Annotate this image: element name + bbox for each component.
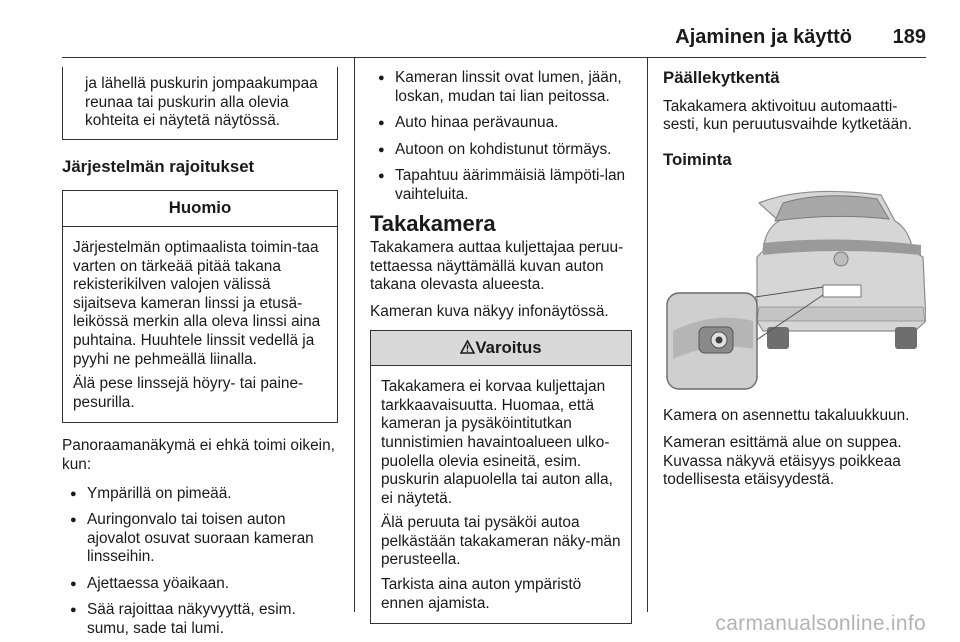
note-paragraph: Älä pese linssejä höyry- tai paine-pesurilla.	[73, 375, 304, 411]
column-1	[62, 57, 338, 642]
section-heading: Järjestelmän rajoitukset	[62, 156, 255, 176]
paragraph: Takakamera auttaa kuljettajaa peruu-tettaessa näyttämällä kuvan auton takana olevasta alueesta.	[370, 239, 624, 294]
note-box	[62, 190, 338, 423]
section-heading: Takakamera	[370, 210, 496, 236]
list-item: ● Kameran linssit ovat lumen, jään, loskan, mudan tai lian peitossa.	[370, 69, 632, 106]
page-title: Ajaminen ja käyttö	[675, 26, 852, 48]
page-header	[62, 26, 926, 56]
section-heading: Toiminta	[663, 149, 732, 169]
bullet-list	[62, 485, 338, 639]
paragraph: Kamera on asennettu takaluukkuun.	[663, 407, 910, 425]
bullet-list	[370, 69, 632, 205]
page-number: 189	[892, 26, 926, 48]
list-item: ● Autoon on kohdistunut törmäys.	[370, 141, 632, 160]
column-divider	[647, 57, 648, 612]
warning-triangle-icon	[460, 340, 475, 354]
warning-header	[371, 331, 631, 367]
paragraph: Kameran kuva näkyy infonäytössä.	[370, 302, 609, 320]
column-2	[370, 57, 632, 624]
warning-body	[371, 366, 631, 623]
warning-title: Varoitus	[475, 337, 542, 357]
note-body	[63, 227, 337, 422]
list-item: ● Auto hinaa perävaunua.	[370, 114, 632, 133]
column-3	[663, 57, 926, 498]
list-item: ● Sää rajoittaa näkyvyyttä, esim. sumu, sade tai lumi.	[62, 601, 338, 638]
paragraph: Takakamera aktivoituu automaatti-sesti, kun peruutusvaihde kytketään.	[663, 97, 912, 134]
continued-text: ja lähellä puskurin jompaakumpaa reunaa tai puskurin alla olevia kohteita ei näytetä näytössä.	[85, 75, 318, 130]
warning-paragraph: Älä peruuta tai pysäköi autoa pelkästään takakameran näky-män perusteella.	[381, 514, 621, 569]
paragraph: Kameran esittämä alue on suppea. Kuvassa näkyvä etäisyys poikkeaa todellisesta etäisyydestä.	[663, 433, 902, 489]
continued-note-box	[62, 67, 338, 140]
list-item: ● Auringonvalo tai toisen auton ajovalot osuvat suoraan kameran linsseihin.	[62, 511, 338, 567]
rear-camera-illustration	[663, 181, 926, 393]
list-item: ● Ympärillä on pimeää.	[62, 485, 338, 504]
note-title: Huomio	[63, 191, 337, 227]
note-paragraph: Järjestelmän optimaalista toimin-taa varten on tärkeää pitää takana rekisterikilven valojen välissä sijaitseva kameran linssi ja etusä-leikössä merkin alla oleva linssi aina puhtaina. Huuhtele linssit vedellä ja pyyhi ne pehmeällä liinalla.	[73, 238, 321, 368]
list-item: ● Tapahtuu äärimmäisiä lämpöti-lan vaihteluita.	[370, 167, 632, 204]
list-item: ● Ajettaessa yöaikaan.	[62, 575, 338, 594]
section-heading: Päällekytkentä	[663, 68, 780, 87]
intro-text: Panoraamanäkymä ei ehkä toimi oikein, kun:	[62, 437, 335, 473]
warning-paragraph: Tarkista aina auton ympäristö ennen ajamista.	[381, 576, 582, 612]
warning-paragraph: Takakamera ei korvaa kuljettajan tarkkaavaisuutta. Huomaa, että kameran ja pysäköintitutkan tunnistimien havaintoalueen ulko-puolella olevia esineitä, esim. puskurin alapuolella tai auton alla, ei näytetä.	[381, 378, 613, 507]
warning-box	[370, 330, 632, 625]
column-divider	[354, 57, 355, 612]
watermark: carmanualsonline.info	[715, 612, 926, 635]
